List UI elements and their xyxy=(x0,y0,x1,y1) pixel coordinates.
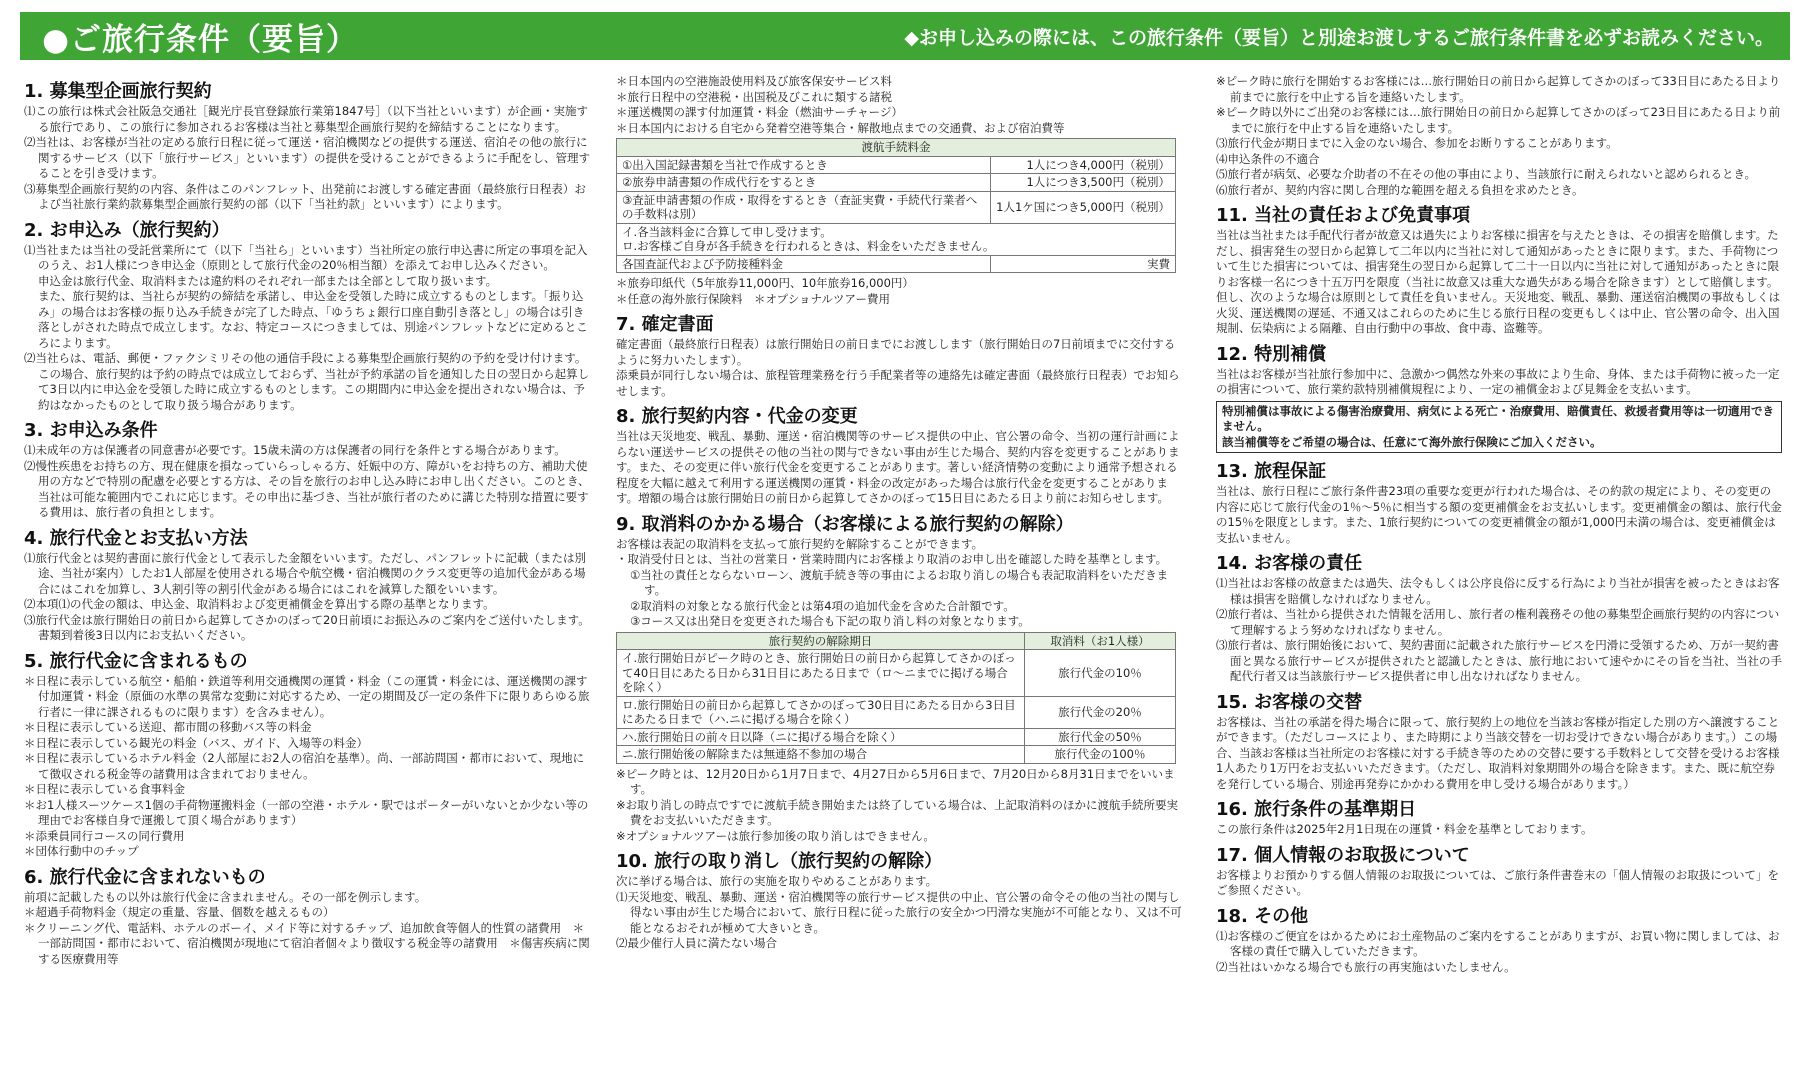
table-cell: ①出入国記録書類を当社で作成するとき xyxy=(617,156,991,174)
list-item: ＊運送機関の課す付加運賃・料金（燃油サーチャージ） xyxy=(616,105,903,119)
section-heading: 10. 旅行の取り消し（旅行契約の解除） xyxy=(616,851,943,872)
section-heading: 11. 当社の責任および免責事項 xyxy=(1216,205,1471,226)
section-heading: 1. 募集型企画旅行契約 xyxy=(24,81,212,102)
paragraph: ⑵本項⑴の代金の額は、申込金、取消料および変更補償金を算出する際の基準となります。 xyxy=(24,597,495,611)
table-cell: 1人1ケ国につき5,000円（税別） xyxy=(991,191,1176,223)
section-heading: 7. 確定書面 xyxy=(616,314,714,335)
section-15 xyxy=(1216,688,1782,793)
column-right xyxy=(1216,74,1782,1074)
table-row xyxy=(617,696,1176,728)
list-item: ⑸旅行者が病気、必要な介助者の不在その他の事由により、当該旅行に耐えられないと認められるとき。 xyxy=(1216,167,1757,181)
paragraph: ⑴当社はお客様の故意または過失、法令もしくは公序良俗に反する行為により当社が損害を被ったときはお客様は損害を賠償しなければなりません。 xyxy=(1216,576,1780,606)
list-item: ＊日程に表示している航空・船舶・鉄道等利用交通機関の運賃・料金（この運賃・料金には、運送機関の課す付加運賃・料金（原価の水準の異常な変動に対応するため、一定の期間及び一定の条件下に限りあらゆる旅行者に一律に課されるものに限ります）を含みません）。 xyxy=(24,673,590,719)
paragraph: ③コース又は出発日を変更された場合も下記の取り消し料の対象となります。 xyxy=(630,614,1030,628)
column-left xyxy=(24,74,590,1074)
table-row xyxy=(617,728,1176,746)
section-heading: 3. お申込み条件 xyxy=(24,420,158,441)
header-banner xyxy=(20,12,1790,60)
section-heading: 16. 旅行条件の基準期日 xyxy=(1216,799,1417,820)
section-1 xyxy=(24,77,590,213)
section-10 xyxy=(616,847,1182,952)
paragraph: 当社は、旅行日程にご旅行条件書23項の重要な変更が行われた場合は、その約款の規定により、その変更の内容に応じて旅行代金の1％〜5％に相当する額の変更補償金をお支払いします。変更補償金の額は、旅行代金の15％を限度とします。また、1旅行契約についての変更補償金の額が1,000円未満の場合は、変更補償金は支払いません。 xyxy=(1216,484,1782,545)
table-row xyxy=(617,650,1176,697)
table-cell: 旅行代金の20％ xyxy=(1025,696,1176,728)
list-item: ＊旅券印紙代（5年旅券11,000円、10年旅券16,000円） xyxy=(616,276,914,290)
paragraph: お客様よりお預かりする個人情報のお取扱については、ご旅行条件書巻末の「個人情報のお取扱について」をご参照ください。 xyxy=(1216,867,1780,897)
paragraph: ①当社の責任とならないローン、渡航手続き等の事由によるお取り消しの場合も表記取消料をいただきます。 xyxy=(630,567,1169,597)
section-heading: 5. 旅行代金に含まれるもの xyxy=(24,650,248,672)
section-5 xyxy=(24,647,590,860)
note: ※ピーク時とは、12月20日から1月7日まで、4月27日から5月6日まで、7月20日から8月31日までをいいます。 xyxy=(616,766,1175,796)
list-item: ⑹旅行者が、契約内容に関し合理的な範囲を超える負担を求めたとき。 xyxy=(1216,182,1584,197)
section-17 xyxy=(1216,841,1782,899)
section-6 xyxy=(24,863,590,968)
table-header: 旅行契約の解除期日 xyxy=(617,632,1025,650)
paragraph: ⑵当社はいかなる場合でも旅行の再実施はいたしません。 xyxy=(1216,959,1516,974)
paragraph: ⑴未成年の方は保護者の同意書が必要です。15歳未満の方は保護者の同行を条件とする場合があります。 xyxy=(24,443,566,457)
section-12 xyxy=(1216,340,1782,454)
table-cell: 1人につき4,000円（税別） xyxy=(991,156,1176,174)
table-cell: ③査証申請書類の作成・取得をするとき（査証実費・手続代行業者への手数料は別） xyxy=(617,191,991,223)
section-7 xyxy=(616,310,1182,399)
section-heading: 4. 旅行代金とお支払い方法 xyxy=(24,527,248,549)
list-item: ＊お1人様スーツケース1個の手荷物運搬料金（一部の空港・ホテル・駅ではポーターがいないとか少ない等の理由でお客様自身で運搬して頂く場合があります） xyxy=(24,797,589,827)
paragraph: この旅行条件は2025年2月1日現在の運賃・料金を基準としております。 xyxy=(1216,822,1593,836)
list-item: ＊添乗員同行コースの同行費用 xyxy=(24,828,185,843)
paragraph: ⑵旅行者は、当社から提供された情報を活用し、旅行者の権利義務その他の募集型企画旅行契約の内容について理解するよう努めなければなりません。 xyxy=(1216,607,1780,637)
paragraph: お客様は表記の取消料を支払って旅行契約を解除することができます。 xyxy=(616,536,984,551)
list-item: ＊日程に表示しているホテル料金（2人部屋にお2人の宿泊を基準）。尚、一部訪問国・都市において、現地にて徴収される税金等の諸費用は含まれておりません。 xyxy=(24,751,585,781)
table-row xyxy=(617,255,1176,273)
note: ※オプショナルツアーは旅行参加後の取り消しはできません。 xyxy=(616,828,935,843)
special-compensation-notice-box xyxy=(1216,401,1782,454)
section-6-continued xyxy=(616,74,1182,307)
table-row xyxy=(617,746,1176,764)
section-heading: 13. 旅程保証 xyxy=(1216,461,1327,482)
notice-text: 特別補償は事故による傷害治療費用、病気による死亡・治療費用、賠償責任、救援者費用等は一切適用できません。 xyxy=(1222,403,1774,433)
section-heading: 14. お客様の責任 xyxy=(1216,553,1363,574)
list-item: ＊日程に表示している観光の料金（バス、ガイド、入場等の料金） xyxy=(24,735,368,750)
header-notice: ◆お申し込みの際には、この旅行条件（要旨）と別途お渡しするご旅行条件書を必ずお読みください。 xyxy=(904,26,1774,49)
table-cell: 各国査証代および予防接種料金 xyxy=(617,255,991,273)
paragraph: ⑶旅行代金は旅行開始日の前日から起算してさかのぼって20日前頃にお振込みのご案内をご送付いたします。書類到着後3日以内にお支払いください。 xyxy=(24,612,590,642)
paragraph: ⑵当社は、お客様が当社の定める旅行日程に従って運送・宿泊機関などの提供する運送、宿泊その他の旅行に関するサービス（以下「旅行サービス」といいます）の提供を受けることができるように手配をし、管理することを引き受けます。 xyxy=(24,135,590,180)
paragraph: 当社は当社または手配代行者が故意又は過失によりお客様に損害を与えたときは、その損害を賠償します。ただし、損害発生の翌日から起算して二年以内に当社に対して通知があったときに限ります。また、手荷物について生じた損害については、損害発生の翌日から起算して二十一日以内に当社に対して通知があったときに限りお客様一名につき十五万円を限度（当社に故意又は重大な過失がある場合を除きます）として賠償します。但し、次のような場合は原則として責任を負いません。天災地変、戦乱、暴動、運送宿泊機関の事故もしくは火災、運送機関の遅延、不通又はこれらのために生じる旅行日程の変更もしくは中止、官公署の命令、出入国規制、伝染病による隔離、自由行動中の事故、食中毒、盗難等。 xyxy=(1216,228,1781,335)
table-row xyxy=(617,223,1176,255)
paragraph: ⑴当社または当社の受託営業所にて（以下「当社ら」といいます）当社所定の旅行申込書に所定の事項を記入のうえ、お1人様につき申込金（原則として旅行代金の20％相当額）を添えてお申し込みください。 xyxy=(24,242,588,272)
table-cell: 旅行代金の50％ xyxy=(1025,728,1176,746)
section-10-continued xyxy=(1216,74,1782,198)
list-item: ＊日程に表示している送迎、都市間の移動バス等の料金 xyxy=(24,720,312,734)
section-18 xyxy=(1216,902,1782,976)
paragraph: 申込金は旅行代金、取消料または違約料のそれぞれ一部または全部として取り扱います。 xyxy=(38,273,498,288)
section-11 xyxy=(1216,201,1782,337)
paragraph: ⑶募集型企画旅行契約の内容、条件はこのパンフレット、出発前にお渡しする確定書面（最終旅行日程表）および当社旅行業約款募集型企画旅行契約の部（以下「当社約款」といいます）によります。 xyxy=(24,181,586,211)
table-cell: ロ.旅行開始日の前日から起算してさかのぼって30日目にあたる日から3日目にあたる日まで（ハ.ニに掲げる場合を除く） xyxy=(617,696,1025,728)
section-13 xyxy=(1216,457,1782,546)
paragraph: ⑶旅行者は、旅行開始後において、契約書面に記載された旅行サービスを円滑に受領するため、万が一契約書面と異なる旅行サービスが提供されたと認識したときは、旅行地において速やかにその旨を当社、当社の手配代行者又は当該旅行サービス提供者に申し出なければなりません。 xyxy=(1216,638,1782,683)
section-16 xyxy=(1216,795,1782,838)
table-row xyxy=(617,191,1176,223)
section-heading: 17. 個人情報のお取扱について xyxy=(1216,844,1470,866)
paragraph: お客様は、当社の承諾を得た場合に限って、旅行契約上の地位を当該お客様が指定した別の方へ譲渡することができます。（ただしコースにより、また時期により当該交替を一切お受けできない場合があります。）この場合、当該お客様は当社所定のお客様に対する手続き等のための交替に要する手数料として交替を受けるお客様1人あたり1万円をお支払いいただきます。（ただし、取消料対象期間外の場合を除きます。また、既に航空券を発行している場合、別途再発券にかかわる費用を申し受ける場合があります。） xyxy=(1216,714,1780,791)
paragraph: 前項に記載したもの以外は旅行代金に含まれません。その一部を例示します。 xyxy=(24,889,427,904)
paragraph: ②取消料の対象となる旅行代金とは第4項の追加代金を含めた合計額です。 xyxy=(630,598,1015,613)
section-2 xyxy=(24,216,590,414)
section-heading: 9. 取消料のかかる場合（お客様による旅行契約の解除） xyxy=(616,513,1074,535)
table-cell xyxy=(617,223,1176,255)
section-heading: 2. お申込み（旅行契約） xyxy=(24,219,230,241)
list-item: ＊旅行日程中の空港税・出国税及びこれに類する諸税 xyxy=(616,89,892,104)
paragraph: 添乗員が同行しない場合は、旅程管理業務を行う手配業者等の連絡先は確定書面（最終旅行日程表）でお知らせします。 xyxy=(616,368,1180,398)
section-heading: 15. お客様の交替 xyxy=(1216,691,1363,713)
table-header: 渡航手続料金 xyxy=(617,139,1176,157)
paragraph: ⑴この旅行は株式会社阪急交通社［観光庁長官登録旅行業第1847号］（以下当社といいます）が企画・実施する旅行であり、この旅行に参加されるお客様は当社と募集型企画旅行契約を締結することになります。 xyxy=(24,104,589,134)
list-item: ⑷申込条件の不適合 xyxy=(1216,151,1320,166)
paragraph: ⑵当社らは、電話、郵便・ファクシミリその他の通信手段による募集型企画旅行契約の予約を受け付けます。この場合、旅行契約は予約の時点では成立しておらず、当社が予約承諾の旨を通知した日の翌日から起算して3日以内に申込金を受領した時に成立するものとします。この期間内に申込金を提出されない場合は、予約はなかったものとして取り扱う場合があります。 xyxy=(24,351,590,412)
table-cell: ハ.旅行開始日の前々日以降（ニに掲げる場合を除く） xyxy=(617,728,1025,746)
table-header: 取消料（お1人様） xyxy=(1025,632,1176,650)
paragraph: ⑴旅行代金とは契約書面に旅行代金として表示した金額をいいます。ただし、パンフレットに記載（または別途、当社が案内）したお1人部屋を使用される場合や航空機・宿泊機関のクラス変更等の追加代金がある場合にはこれを加算し、3人割引等の割引代金がある場合にはこれを減算した額をいいます。 xyxy=(24,550,586,596)
list-item: ＊日本国内の空港施設使用料及び旅客保安サービス料 xyxy=(616,74,892,88)
list-item: ＊日本国内における自宅から発着空港等集合・解散地点までの交通費、および宿泊費等 xyxy=(616,120,1065,135)
notice-text: 該当補償等をご希望の場合は、任意にて海外旅行保険にご加入ください。 xyxy=(1222,434,1602,449)
table-cell: ニ.旅行開始後の解除または無連絡不参加の場合 xyxy=(617,746,1025,764)
list-item: ※ピーク時に旅行を開始するお客様には…旅行開始日の前日から起算してさかのぼって33日目にあたる日より前までに旅行を中止する旨を連絡いたします。 xyxy=(1216,74,1781,104)
list-item: ＊クリーニング代、電話料、ホテルのボーイ、メイド等に対するチップ、追加飲食等個人的性質の諸費用 ＊一部訪問国・都市において、宿泊機関が現地にて宿泊者個々より徴収する税金等の諸費用 ＊傷害疾病に関する医療費用等 xyxy=(24,920,590,966)
paragraph: 当社は天災地変、戦乱、暴動、運送・宿泊機関等のサービス提供の中止、官公署の命令、当初の運行計画によらない運送サービスの提供その他の当社の関与できない事由が生じた場合、契約内容を変更することがあります。また、その変更に伴い旅行代金を変更することがあります。著しい経済情勢の変動により通常予想される程度を大幅に越えて利用する運送機関の運賃・料金の改定があった場合は旅行代金を変更することがあります。増額の場合は旅行開始日の前日から起算してさかのぼって15日目にあたる日より前にお知らせします。 xyxy=(616,429,1180,505)
table-row xyxy=(617,174,1176,192)
list-item: ⑵最少催行人員に満たない場合 xyxy=(616,936,777,950)
table-cell: ②旅券申請書類の作成代行をするとき xyxy=(617,174,991,192)
paragraph: ⑵慢性疾患をお持ちの方、現在健康を損なっていらっしゃる方、妊娠中の方、障がいをお持ちの方、補助犬使用の方などで特別の配慮を必要とする方は、その旨を旅行のお申し込み時にお申し出ください。このとき、当社は可能な範囲内でこれに応じます。その申出に基づき、当社が旅行者のために講じた特別な措置に要する費用は、旅行者の負担とします。 xyxy=(24,458,590,519)
list-item: ＊任意の海外旅行保険料 ＊オプショナルツアー費用 xyxy=(616,291,891,306)
list-item: ＊日程に表示している食事料金 xyxy=(24,782,185,796)
paragraph: ⑴お客様のご便宜をはかるためにお土産物品のご案内をすることがありますが、お買い物に関しましては、お客様の責任で購入していただきます。 xyxy=(1216,928,1780,958)
list-item: ※ピーク時以外にご出発のお客様には…旅行開始日の前日から起算してさかのぼって23日目にあたる日より前までに旅行を中止する旨を連絡いたします。 xyxy=(1216,105,1781,135)
section-14 xyxy=(1216,549,1782,685)
table-row xyxy=(617,156,1176,174)
paragraph: 次に挙げる場合は、旅行の実施を取りやめることがあります。 xyxy=(616,874,938,888)
cancellation-fee-table xyxy=(616,632,1176,764)
page-title: ●ご旅行条件（要旨） xyxy=(42,21,359,58)
paragraph: 確定書面（最終旅行日程表）は旅行開始日の前日までにお渡しします（旅行開始日の7日前頃までに交付するように努力いたします）。 xyxy=(616,337,1176,367)
list-item: ＊超過手荷物料金（規定の重量、容量、個数を越えるもの） xyxy=(24,905,335,919)
section-heading: 6. 旅行代金に含まれないもの xyxy=(24,866,266,888)
list-item: ＊団体行動中のチップ xyxy=(24,844,139,858)
table-note: イ.各当該料金に合算して申し受けます。 xyxy=(622,224,832,239)
section-heading: 12. 特別補償 xyxy=(1216,343,1327,365)
section-9 xyxy=(616,510,1182,845)
table-note: ロ.お客様ご自身が各手続きを行われるときは、料金をいただきません。 xyxy=(622,239,995,253)
list-item: ⑴天災地変、戦乱、暴動、運送・宿泊機関等の旅行サービス提供の中止、官公署の命令その他の当社の関与し得ない事由が生じた場合において、旅行日程に従った旅行の安全かつ円滑な実施が不可能となり、又は不可能となるおそれが極めて大きいとき。 xyxy=(616,889,1182,935)
list-item: ⑶旅行代金が期日までに入金のない場合、参加をお断りすることがあります。 xyxy=(1216,136,1618,150)
paragraph: また、旅行契約は、当社らが契約の締結を承諾し、申込金を受領した時に成立するものとします。「振り込み」の場合はお客様の振り込み手続きが完了した時点、「ゆうちょ銀行口座自動引き落とし」の場合は引き落としがされた時点で成立します。なお、特定コースにつきましては、別途パンフレットなどに定めるところによります。 xyxy=(38,289,588,350)
procedure-fee-table xyxy=(616,138,1176,273)
table-cell: 1人につき3,500円（税別） xyxy=(991,174,1176,192)
paragraph: 当社はお客様が当社旅行参加中に、急激かつ偶然な外来の事故により生命、身体、または手荷物に被った一定の損害について、旅行業約款特別補償規程により、一定の補償金および見舞金を支払います。 xyxy=(1216,366,1780,396)
table-cell: 旅行代金の100％ xyxy=(1025,746,1176,764)
section-heading: 8. 旅行契約内容・代金の変更 xyxy=(616,406,858,427)
note: ※お取り消しの時点ですでに渡航手続き開始または終了している場合は、上記取消料のほかに渡航手続所要実費をお支払いいただきます。 xyxy=(616,797,1178,827)
section-8 xyxy=(616,402,1182,507)
table-cell: 旅行代金の10％ xyxy=(1025,650,1176,697)
paragraph: ・取消受付日とは、当社の営業日・営業時間内にお客様より取消のお申し出を確認した時を基準とします。 xyxy=(616,552,1168,566)
section-heading: 18. その他 xyxy=(1216,905,1309,927)
column-middle xyxy=(616,74,1182,1074)
section-4 xyxy=(24,524,590,644)
table-cell: 実費 xyxy=(991,255,1176,273)
table-cell: イ.旅行開始日がピーク時のとき、旅行開始日の前日から起算してさかのぼって40日目にあたる日から31日目にあたる日まで（ロ〜ニまでに掲げる場合を除く） xyxy=(617,650,1025,697)
section-3 xyxy=(24,416,590,521)
